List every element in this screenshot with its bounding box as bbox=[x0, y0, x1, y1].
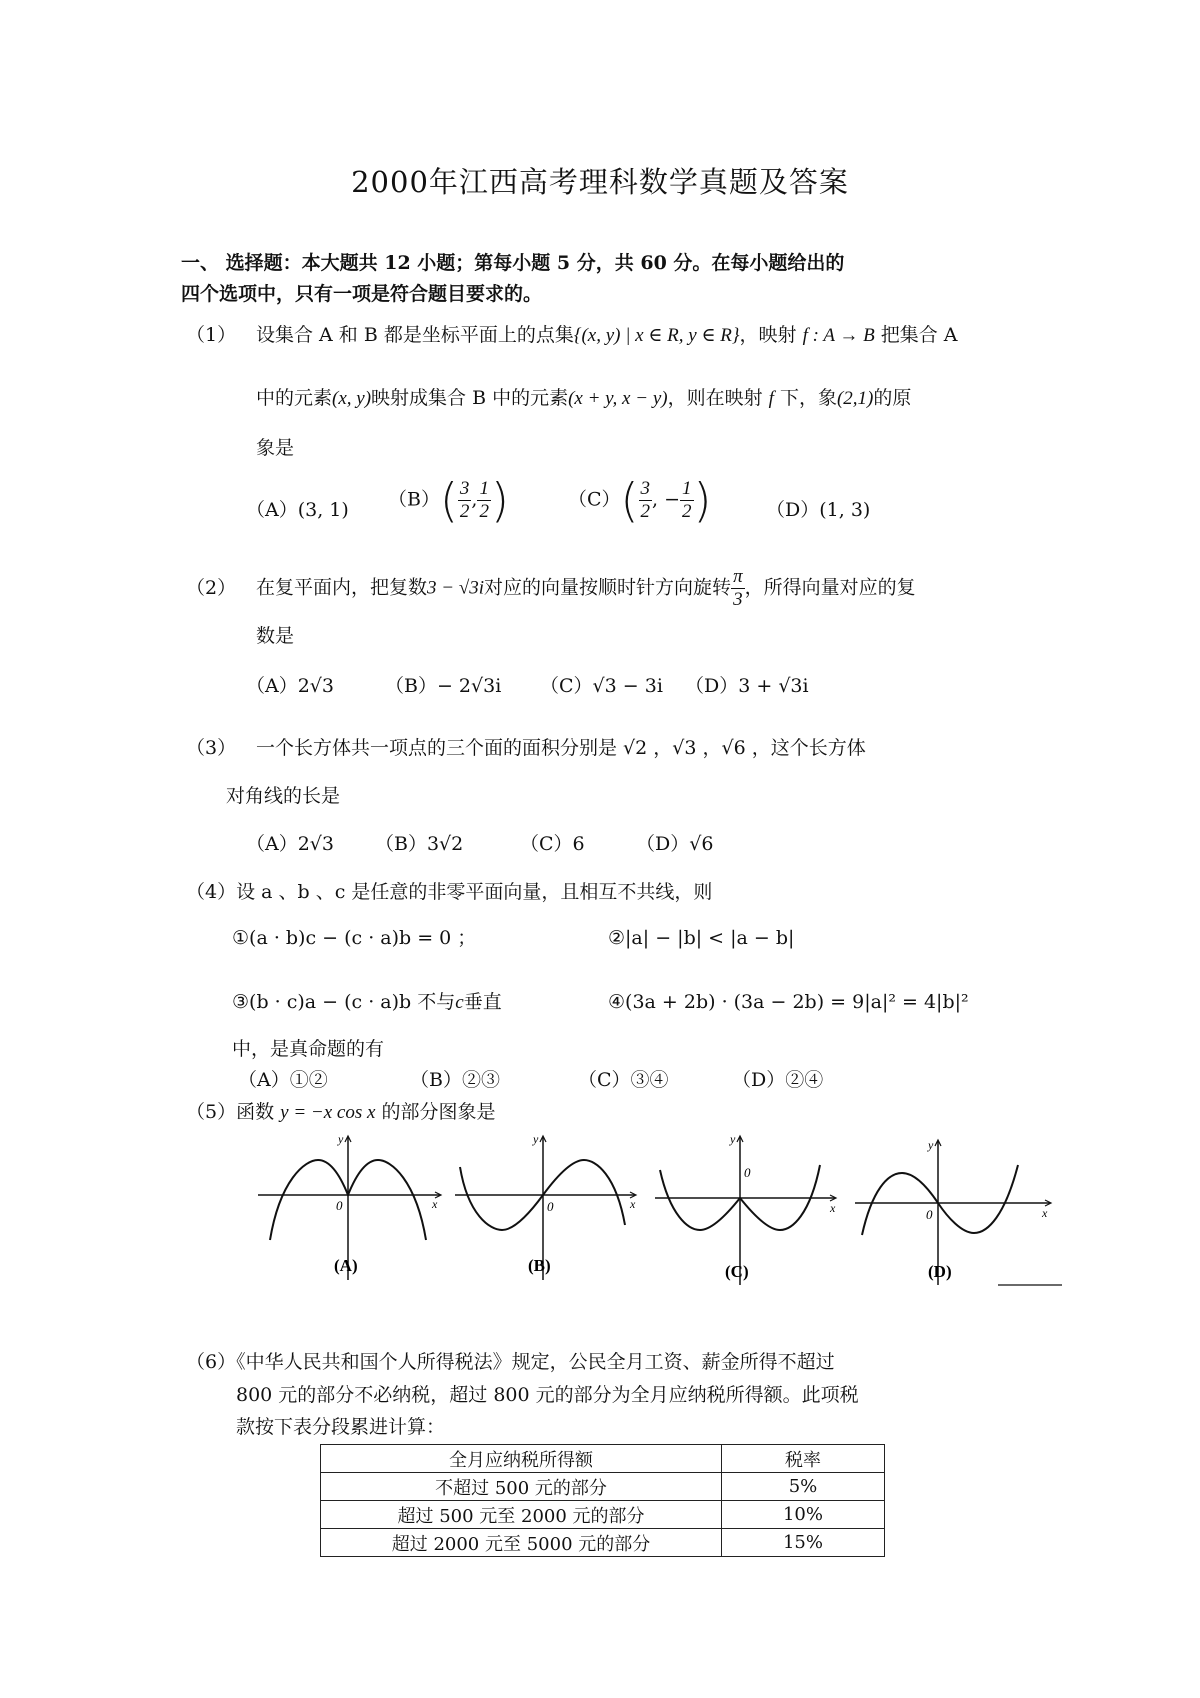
q5-graph-b bbox=[455, 1132, 636, 1280]
q4-statement-3 bbox=[232, 990, 502, 1015]
q4-s3-text: 垂直 bbox=[463, 991, 502, 1013]
q5-graph-c-y: y bbox=[730, 1132, 736, 1146]
q5-graph-b-y: y bbox=[533, 1132, 539, 1146]
q2-option-b: （B）− 2√3i bbox=[385, 675, 502, 697]
q5-graph-c-x: x bbox=[830, 1201, 836, 1215]
q1-text: 把集合 A bbox=[880, 324, 958, 346]
q3-option-b: （B）3√2 bbox=[375, 833, 464, 855]
table-cell-income: 不超过 500 元的部分 bbox=[321, 1473, 722, 1501]
q2-text: 对应的向量按顺时针方向旋转 bbox=[484, 576, 732, 599]
q1-option-d: （D）(1, 3) bbox=[766, 499, 871, 521]
table-cell-rate: 5% bbox=[722, 1473, 885, 1501]
q5-graph-a-y: y bbox=[338, 1132, 344, 1146]
q2-option-a: （A）2√3 bbox=[246, 675, 335, 697]
q1-map: f : A → B bbox=[802, 325, 875, 346]
q1-text: 中的元素 bbox=[256, 387, 333, 409]
table-cell-income: 超过 500 元至 2000 元的部分 bbox=[321, 1501, 722, 1529]
q4-statement-2: ②|a| − |b| < |a − b| bbox=[608, 927, 795, 949]
q2-option-d: （D）3 + √3i bbox=[685, 675, 809, 697]
q1-option-b: （B）( $\frac{3}{2}$ , $\frac{1}{2}$ ) bbox=[388, 473, 509, 528]
q1-line1 bbox=[256, 323, 958, 348]
q4-line1: （4）设 a 、b 、c 是任意的非零平面向量，且相互不共线，则 bbox=[186, 881, 713, 903]
q1-text: 映射成集合 B 中的元素 bbox=[371, 387, 569, 409]
table-header-income: 全月应纳税所得额 bbox=[321, 1445, 722, 1473]
table-row bbox=[321, 1501, 885, 1529]
table-header-row bbox=[321, 1445, 885, 1473]
q5-graph-d bbox=[855, 1138, 1062, 1285]
q5-line1 bbox=[186, 1100, 495, 1125]
table-header-rate: 税率 bbox=[722, 1445, 885, 1473]
q1-text: 设集合 A 和 B 都是坐标平面上的点集 bbox=[256, 324, 574, 346]
q3-option-a: （A）2√3 bbox=[246, 833, 335, 855]
q5-graph-a bbox=[258, 1132, 441, 1280]
q2-angle bbox=[731, 566, 745, 611]
q2-angle-num: π bbox=[733, 566, 743, 587]
q5-graph-b-x: x bbox=[630, 1197, 636, 1211]
q1-f: f bbox=[768, 388, 774, 409]
q5-graph-d-label: (D) bbox=[928, 1262, 952, 1281]
q2-line2: 数是 bbox=[256, 625, 295, 647]
q1-sum: (x + y, x − y) bbox=[568, 388, 668, 409]
q4-s3-expr: ③(b · c)a − (c · a)b bbox=[232, 991, 412, 1013]
q2-option-c: （C）√3 − 3i bbox=[540, 675, 663, 697]
q5-graph-a-origin: 0 bbox=[336, 1198, 343, 1213]
q1-text: 的原 bbox=[873, 387, 912, 409]
q4-line-end: 中，是真命题的有 bbox=[232, 1038, 385, 1060]
q5-graph-d-origin: 0 bbox=[926, 1207, 933, 1222]
q3-number: （3） bbox=[186, 737, 237, 759]
q6-line3: 款按下表分段累进计算： bbox=[236, 1416, 446, 1438]
q4-option-b: （B）②③ bbox=[410, 1069, 500, 1091]
section-header-line2: 四个选项中，只有一项是符合题目要求的。 bbox=[181, 283, 543, 305]
q4-s3-c: c bbox=[455, 992, 464, 1013]
q4-statement-1: ①(a · b)c − (c · a)b = 0 ； bbox=[232, 927, 477, 949]
section-header-line1: 一、 选择题：本大题共 12 小题；第每小题 5 分，共 60 分。在每小题给出的 bbox=[181, 252, 845, 274]
q3-option-c: （C）6 bbox=[520, 833, 585, 855]
q5-graph-a-x: x bbox=[432, 1197, 438, 1211]
q5-graph-d-y: y bbox=[928, 1138, 934, 1152]
q5-graph-a-label: (A) bbox=[334, 1256, 358, 1275]
q1-text: 下，象 bbox=[779, 387, 837, 409]
q4-option-c: （C）③④ bbox=[578, 1069, 669, 1091]
q1-option-c-label: （C） bbox=[568, 488, 621, 511]
q1-number: （1） bbox=[186, 324, 237, 346]
q5-graphs bbox=[250, 1125, 1070, 1295]
q5-graph-c bbox=[655, 1132, 836, 1285]
q1-option-b-frac1: $\frac{3}{2}$ bbox=[459, 478, 470, 522]
q5-graph-c-label: (C) bbox=[725, 1262, 749, 1281]
q1-option-c-frac2: $\frac{1}{2}$ bbox=[682, 478, 692, 522]
q1-text: ，映射 bbox=[739, 324, 797, 346]
table-row bbox=[321, 1529, 885, 1557]
q1-image-point: (2,1) bbox=[836, 388, 874, 409]
q5-graph-c-origin: 0 bbox=[744, 1165, 751, 1180]
q2-angle-den: 3 bbox=[733, 589, 743, 610]
q1-text: ，则在映射 bbox=[667, 387, 763, 409]
page-title: 2000年江西高考理科数学真题及答案 bbox=[351, 165, 849, 199]
q3-option-d: （D）√6 bbox=[636, 833, 714, 855]
q1-option-c-frac1: $\frac{3}{2}$ bbox=[640, 478, 650, 522]
q1-option-b-label: （B） bbox=[388, 488, 440, 511]
q4-option-a: （A）①② bbox=[238, 1069, 328, 1091]
q5-graph-d-x: x bbox=[1042, 1206, 1048, 1220]
q5-text: 的部分图象是 bbox=[381, 1101, 496, 1123]
q6-line1: （6）《中华人民共和国个人所得税法》规定，公民全月工资、薪金所得不超过 bbox=[186, 1351, 835, 1373]
table-cell-income: 超过 2000 元至 5000 元的部分 bbox=[321, 1529, 722, 1557]
q3-line1: 一个长方体共一项点的三个面的面积分别是 √2 ，√3 ，√6 ，这个长方体 bbox=[256, 737, 866, 759]
table-cell-rate: 15% bbox=[722, 1529, 885, 1557]
q5-graph-b-label: (B) bbox=[528, 1256, 551, 1275]
table-row bbox=[321, 1473, 885, 1501]
q2-line1 bbox=[256, 566, 916, 611]
q1-option-b-frac2: $\frac{1}{2}$ bbox=[479, 478, 489, 522]
q1-option-a: （A）(3, 1) bbox=[246, 499, 349, 521]
q2-text: ，所得向量对应的复 bbox=[744, 576, 916, 599]
q1-set: {(x, y) | x ∈ R, y ∈ R} bbox=[573, 325, 740, 346]
q5-function: y = −x cos x bbox=[280, 1102, 376, 1123]
table-cell-rate: 10% bbox=[722, 1501, 885, 1529]
q4-statement-4: ④(3a + 2b) · (3a − 2b) = 9|a|² = 4|b|² bbox=[608, 991, 969, 1013]
q2-number: （2） bbox=[186, 577, 237, 599]
q3-line2: 对角线的长是 bbox=[226, 785, 341, 807]
q1-xy: (x, y) bbox=[332, 388, 372, 409]
q1-option-c: （C）( $\frac{3}{2}$ , − $\frac{1}{2}$ ) bbox=[568, 473, 712, 528]
tax-rate-table bbox=[320, 1444, 885, 1557]
q4-s3-text: 不与 bbox=[417, 991, 456, 1013]
q5-graph-b-origin: 0 bbox=[547, 1199, 554, 1214]
q4-option-d: （D）②④ bbox=[732, 1069, 824, 1091]
q6-line2: 800 元的部分不必纳税，超过 800 元的部分为全月应纳税所得额。此项税 bbox=[236, 1384, 859, 1406]
q2-text: 在复平面内，把复数 bbox=[256, 576, 428, 599]
q2-complex: 3 − √3i bbox=[427, 577, 485, 599]
q1-line2 bbox=[256, 386, 911, 411]
q5-text: （5）函数 bbox=[186, 1101, 275, 1123]
q1-line3: 象是 bbox=[256, 437, 295, 459]
